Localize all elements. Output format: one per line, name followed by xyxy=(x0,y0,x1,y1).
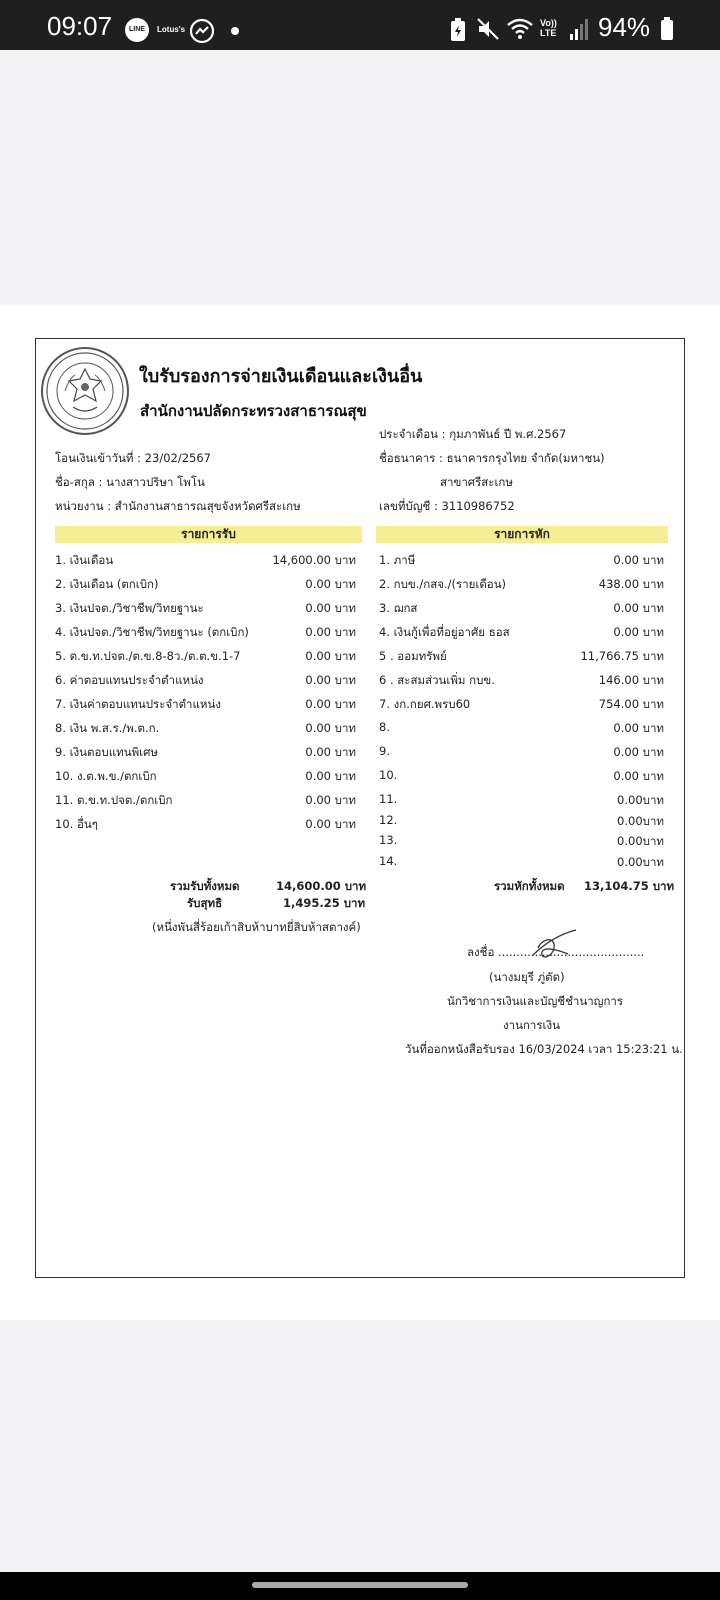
income-row-value: 14,600.00 บาท xyxy=(272,553,356,567)
deduction-row-label: 9. xyxy=(379,744,390,758)
issue-timestamp: วันที่ออกหนังสือรับรอง 16/03/2024 เวลา 15:23:21 น. xyxy=(405,1042,683,1056)
deduction-row-value: 0.00 บาท xyxy=(613,769,664,783)
income-row-value: 0.00 บาท xyxy=(305,649,356,663)
bank-branch: สาขาศรีสะเกษ xyxy=(440,475,513,489)
deduction-row-label: 6 . สะสมส่วนเพิ่ม กบข. xyxy=(379,673,495,687)
deduction-row-value: 0.00 บาท xyxy=(613,601,664,615)
income-row-value: 0.00 บาท xyxy=(305,577,356,591)
income-row-value: 0.00 บาท xyxy=(305,793,356,807)
income-row-label: 7. เงินค่าตอบแทนประจำตำแหน่ง xyxy=(55,697,221,711)
total-income-label: รวมรับทั้งหมด xyxy=(170,879,240,893)
total-deduction-label: รวมหักทั้งหมด xyxy=(494,879,565,893)
document-title: ใบรับรองการจ่ายเงินเดือนและเงินอื่น xyxy=(139,366,423,387)
income-row-label: 3. เงินปจต./วิชาชีพ/วิทยฐานะ xyxy=(55,601,204,615)
employee-name: ชื่อ-สกุล : นางสาวปริษา โพโน xyxy=(55,475,205,489)
signer-name: (นางมยุรี ภู่ตัด) xyxy=(489,970,565,984)
income-row-label: 10. อื่นๆ xyxy=(55,817,98,831)
document-subtitle: สำนักงานปลัดกระทรวงสาธารณสุข xyxy=(140,402,367,420)
deduction-row-label: 10. xyxy=(379,768,398,782)
signer-title: นักวิชาการเงินและบัญชีชำนาญการ xyxy=(447,994,624,1008)
deduction-row-label: 14. xyxy=(379,853,398,868)
deduction-row-value: 438.00 บาท xyxy=(598,577,664,591)
net-pay-in-words: (หนึ่งพันสี่ร้อยเก้าสิบห้าบาทยี่สิบห้าสตางค์) xyxy=(152,920,361,934)
income-row-label: 11. ต.ข.ท.ปจต./ตกเบิก xyxy=(55,793,173,807)
income-row-value: 0.00 บาท xyxy=(305,697,356,711)
income-row-label: 10. ง.ต.พ.ข./ตกเบิก xyxy=(55,769,157,783)
signature-icon xyxy=(528,928,592,964)
income-row-label: 8. เงิน พ.ส.ร./พ.ต.ก. xyxy=(55,721,160,735)
total-deduction-value: 13,104.75 บาท xyxy=(584,879,675,893)
navigation-bar xyxy=(0,1572,720,1600)
signature-line: ลงชื่อ ........................................ xyxy=(467,945,645,959)
deduction-row-label: 5 . ออมทรัพย์ xyxy=(379,649,447,663)
deduction-row-label: 4. เงินกู้เพื่อที่อยู่อาศัย ธอส xyxy=(379,625,510,639)
deduction-row-label: 12. xyxy=(379,812,398,827)
bank-name: ชื่อธนาคาร : ธนาคารกรุงไทย จำกัด(มหาชน) xyxy=(379,451,605,465)
income-row-value: 0.00 บาท xyxy=(305,721,356,735)
net-pay-value: 1,495.25 บาท xyxy=(283,896,366,910)
line-app-icon: LINE xyxy=(125,18,149,42)
income-row-value: 0.00 บาท xyxy=(305,817,356,831)
battery-icon xyxy=(661,20,673,40)
mute-icon xyxy=(476,17,500,41)
lotus-app-icon: Lotus's xyxy=(157,25,186,34)
deduction-row-value: 146.00 บาท xyxy=(598,673,664,687)
wifi-icon xyxy=(506,17,534,41)
deduction-row-value: 0.00บาท xyxy=(617,793,664,807)
income-row-value: 0.00 บาท xyxy=(305,745,356,759)
status-bar xyxy=(0,0,720,50)
signal-icon xyxy=(568,18,590,42)
income-row-label: 4. เงินปจต./วิชาชีพ/วิทยฐานะ (ตกเบิก) xyxy=(55,625,249,639)
deduction-row-label: 8. xyxy=(379,720,390,734)
net-pay-label: รับสุทธิ xyxy=(187,896,223,910)
deduction-row-value: 754.00 บาท xyxy=(598,697,664,711)
deduction-row-value: 0.00บาท xyxy=(617,813,664,828)
income-row-label: 5. ต.ข.ท.ปจต./ต.ข.8-8ว./ต.ต.ข.1-7 xyxy=(55,649,241,663)
deduction-row-value: 0.00 บาท xyxy=(613,745,664,759)
total-income-value: 14,600.00 บาท xyxy=(276,879,367,893)
deduction-row-value: 0.00บาท xyxy=(617,834,664,848)
messenger-icon xyxy=(190,19,214,43)
income-row-value: 0.00 บาท xyxy=(305,625,356,639)
income-row-value: 0.00 บาท xyxy=(305,673,356,687)
transfer-date: โอนเงินเข้าวันที่ : 23/02/2567 xyxy=(55,451,211,465)
income-row-label: 2. เงินเดือน (ตกเบิก) xyxy=(55,577,159,591)
deduction-row-label: 13. xyxy=(379,833,398,847)
deduction-row-value: 11,766.75 บาท xyxy=(580,649,664,663)
ministry-seal-icon xyxy=(41,347,129,435)
battery-saver-icon xyxy=(450,18,466,42)
battery-percentage: 94% xyxy=(598,12,651,42)
notification-dot-icon xyxy=(231,27,239,35)
home-gesture-handle[interactable] xyxy=(252,1582,468,1588)
income-row-label: 1. เงินเดือน xyxy=(55,553,114,567)
income-row-label: 6. ค่าตอบแทนประจำตำแหน่ง xyxy=(55,673,204,687)
deduction-row-label: 7. งก.กยศ.พรบ60 xyxy=(379,697,471,711)
volte-indicator: Vo)) LTE xyxy=(540,18,557,38)
deduction-row-value: 0.00 บาท xyxy=(613,553,664,567)
deduction-row-label: 1. ภาษี xyxy=(379,553,416,567)
work-unit: หน่วยงาน : สำนักงานสาธารณสุขจังหวัดศรีสะเกษ xyxy=(55,499,301,513)
clock: 09:07 xyxy=(47,11,113,41)
signer-department: งานการเงิน xyxy=(503,1018,560,1032)
income-header: รายการรับ xyxy=(55,526,362,543)
deduction-row-label: 11. xyxy=(379,792,398,806)
income-row-value: 0.00 บาท xyxy=(305,769,356,783)
deduction-row-value: 0.00บาท xyxy=(617,854,664,869)
deduction-row-value: 0.00 บาท xyxy=(613,721,664,735)
deduction-row-value: 0.00 บาท xyxy=(613,625,664,639)
deduction-row-label: 3. ฌกส xyxy=(379,601,418,615)
income-row-value: 0.00 บาท xyxy=(305,601,356,615)
deduction-header: รายการหัก xyxy=(376,526,668,543)
deduction-row-label: 2. กบข./กสจ./(รายเดือน) xyxy=(379,577,507,591)
income-row-label: 9. เงินตอบแทนพิเศษ xyxy=(55,745,158,759)
pay-period: ประจำเดือน : กุมภาพันธ์ ปี พ.ศ.2567 xyxy=(379,427,567,441)
account-number: เลขที่บัญชี : 3110986752 xyxy=(379,499,515,513)
